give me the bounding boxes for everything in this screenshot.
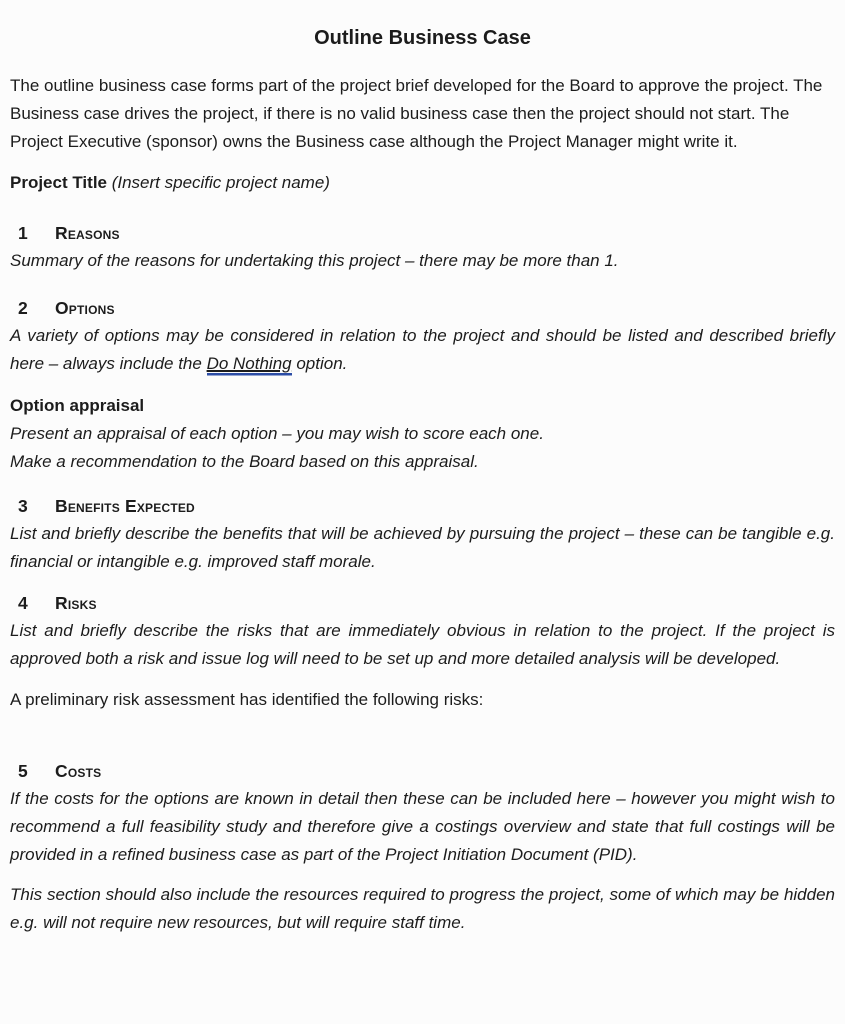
option-appraisal-block xyxy=(10,392,835,476)
section-heading-benefits xyxy=(10,492,835,520)
section-number: 4 xyxy=(18,593,28,613)
costs-body: If the costs for the options are known in detail then these can be included here – however you might wish to recommend a full feasibility study and therefore give a costings overview and state that full costings will be provided in a refined business case as part of the Project Initiation Document (PID). xyxy=(10,789,835,864)
section-number: 3 xyxy=(18,496,28,516)
options-body-after: option. xyxy=(291,354,348,373)
section-heading-risks xyxy=(10,589,835,617)
section-heading-label: Risks xyxy=(55,593,97,613)
options-body-before: A variety of options may be considered in relation to the project and should be listed and described briefly here – always include the xyxy=(10,326,835,373)
section-number: 2 xyxy=(18,298,28,318)
section-number: 1 xyxy=(18,223,28,243)
risk-assessment-note: A preliminary risk assessment has identified the following risks: xyxy=(10,690,484,709)
section-heading-label: Reasons xyxy=(55,223,120,243)
section-heading-label: Options xyxy=(55,298,115,318)
project-title-line xyxy=(10,169,835,197)
project-title-label: Project Title xyxy=(10,173,112,192)
section-heading-reasons xyxy=(10,219,835,247)
benefits-body: List and briefly describe the benefits that will be achieved by pursuing the project – these can be tangible e.g. financial or intangible e.g. improved staff morale. xyxy=(10,524,835,571)
option-appraisal-line-2: Make a recommendation to the Board based on this appraisal. xyxy=(10,452,479,471)
reasons-body: Summary of the reasons for undertaking this project – there may be more than 1. xyxy=(10,251,619,270)
costs-resources-body: This section should also include the resources required to progress the project, some of which may be hidden e.g. will not require new resources, but will require staff time. xyxy=(10,885,835,932)
section-heading-label: Costs xyxy=(55,761,102,781)
options-body xyxy=(10,322,835,378)
section-heading-options xyxy=(10,294,835,322)
risks-body: List and briefly describe the risks that are immediately obvious in relation to the project. If the project is approved both a risk and issue log will need to be set up and more detailed analysis will be developed. xyxy=(10,621,835,668)
option-appraisal-line-1: Present an appraisal of each option – you may wish to score each one. xyxy=(10,424,544,443)
section-number: 5 xyxy=(18,761,28,781)
document-title: Outline Business Case xyxy=(314,27,531,49)
section-heading-label: Benefits Expected xyxy=(55,496,195,516)
project-title-placeholder: (Insert specific project name) xyxy=(111,173,330,192)
intro-paragraph: The outline business case forms part of the project brief developed for the Board to approve the project. The Business case drives the project, if there is no valid business case then the project should not start. The Project Executive (sponsor) owns the Business case although the Project Manager might write it. xyxy=(10,76,823,151)
do-nothing-underlined-text: Do Nothing xyxy=(206,354,292,373)
option-appraisal-heading: Option appraisal xyxy=(10,396,145,415)
section-heading-costs xyxy=(10,757,835,785)
